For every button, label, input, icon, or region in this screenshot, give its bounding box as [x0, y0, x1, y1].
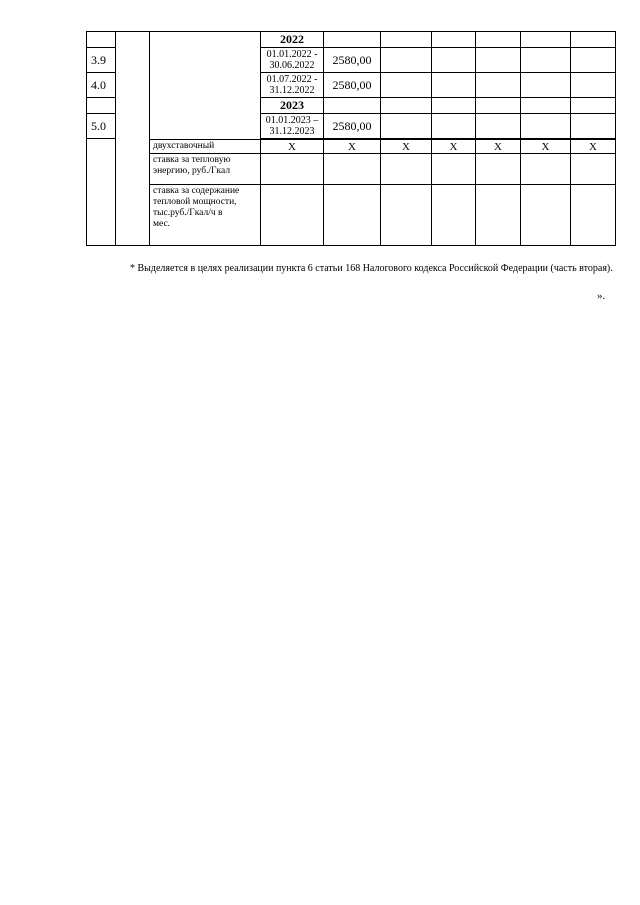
table-row	[87, 185, 616, 246]
two-rate-label: двухставочный	[150, 140, 261, 154]
year-2023: 2023	[261, 98, 324, 114]
num-cell	[87, 32, 116, 48]
value-cell: 2580,00	[324, 73, 381, 98]
period-cell: 01.07.2022 - 31.12.2022	[261, 73, 324, 98]
table-row	[87, 32, 616, 48]
period-cell: 01.01.2023 – 31.12.2023	[261, 114, 324, 139]
value-cell: 2580,00	[324, 48, 381, 73]
footnote: * Выделяется в целях реализации пункта 6 статьи 168 Налогового кодекса Российской Федерации (часть вторая).	[130, 263, 613, 274]
category-cell	[150, 32, 261, 140]
table-row: двухставочный X X X X X X X	[87, 140, 616, 154]
table-row	[87, 154, 616, 185]
group-cell	[116, 32, 150, 246]
row-number: 4.0	[87, 73, 116, 98]
value-cell: 2580,00	[324, 114, 381, 139]
capacity-rate-label: ставка за содержание тепловой мощности, тыс.руб./Гкал/ч в мес.	[150, 185, 261, 246]
tariff-table	[86, 31, 616, 246]
row-number: 3.9	[87, 48, 116, 73]
row-number: 5.0	[87, 114, 116, 139]
period-cell: 01.01.2022 - 30.06.2022	[261, 48, 324, 73]
energy-rate-label: ставка за тепловую энергию, руб./Гкал	[150, 154, 261, 185]
year-2022: 2022	[261, 32, 324, 48]
closing-quote: ».	[597, 290, 606, 302]
